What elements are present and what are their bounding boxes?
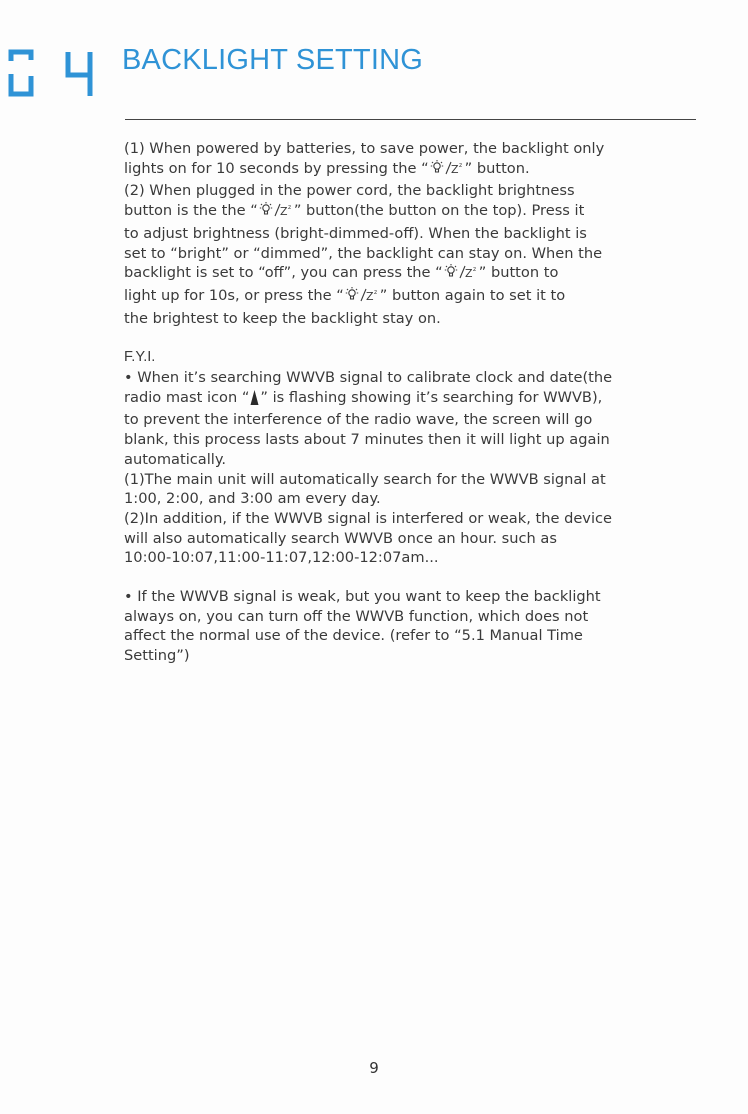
instructions-body — [124, 139, 704, 666]
svg-text:Z: Z — [450, 162, 459, 176]
text-line: button is the the “ Z z ” button(the button on the top). Press it — [124, 201, 704, 224]
svg-text:Z: Z — [365, 289, 374, 303]
text-line: (1)The main unit will automatically search for the WWVB signal at — [124, 470, 606, 488]
svg-text:Z: Z — [464, 267, 473, 281]
text-line: 1:00, 2:00, and 3:00 am every day. — [124, 490, 381, 508]
text-line: radio mast icon “ ” is flashing showing it’s searching for WWVB), — [124, 388, 704, 411]
text-line: lights on for 10 seconds by pressing the “ Z z ” button. — [124, 159, 704, 182]
svg-text:Z: Z — [279, 205, 288, 219]
text-line: (2)In addition, if the WWVB signal is interfered or weak, the device — [124, 509, 612, 527]
text-line: light up for 10s, or press the “ Z z ” button again to set it to — [124, 286, 704, 309]
light-snooze-icon — [259, 201, 293, 224]
text-line: blank, this process lasts about 7 minutes then it will light up again — [124, 431, 610, 449]
text-line: Setting”) — [124, 647, 190, 665]
text-line: to adjust brightness (bright-dimmed-off). When the backlight is — [124, 224, 587, 242]
text-line: (1) When powered by batteries, to save power, the backlight only — [124, 140, 605, 157]
title-divider — [125, 119, 696, 120]
svg-text:z: z — [373, 288, 377, 296]
spacer — [124, 328, 704, 348]
text-line: backlight is set to “off”, you can press the “ Z z ” button to — [124, 263, 704, 286]
text-line: the brightest to keep the backlight stay on. — [124, 309, 441, 327]
svg-text:z: z — [458, 161, 462, 169]
text-line: • When it’s searching WWVB signal to calibrate clock and date(the — [124, 369, 613, 387]
svg-text:z: z — [287, 204, 291, 212]
text-line: (2) When plugged in the power cord, the backlight brightness — [124, 182, 575, 200]
section-title: BACKLIGHT SETTING — [122, 44, 423, 76]
page-number: 9 — [369, 1059, 379, 1077]
radio-mast-icon — [250, 390, 259, 411]
text-line: always on, you can turn off the WWVB function, which does not — [124, 607, 589, 625]
text-line: automatically. — [124, 450, 227, 468]
light-snooze-icon — [444, 263, 478, 286]
fyi-heading: F.Y.I. — [124, 349, 156, 366]
svg-text:z: z — [472, 266, 476, 274]
text-line: • If the WWVB signal is weak, but you want to keep the backlight — [124, 588, 601, 606]
light-snooze-icon — [430, 159, 464, 182]
light-snooze-icon — [345, 286, 379, 309]
section-number-04 — [8, 48, 96, 100]
text-line: 10:00-10:07,11:00-11:07,12:00-12:07am... — [124, 549, 439, 567]
text-line: affect the normal use of the device. (refer to “5.1 Manual Time — [124, 627, 583, 645]
text-line: will also automatically search WWVB once an hour. such as — [124, 529, 557, 547]
text-line: set to “bright” or “dimmed”, the backlight can stay on. When the — [124, 244, 603, 262]
spacer — [124, 568, 704, 587]
text-line: to prevent the interference of the radio wave, the screen will go — [124, 411, 593, 429]
